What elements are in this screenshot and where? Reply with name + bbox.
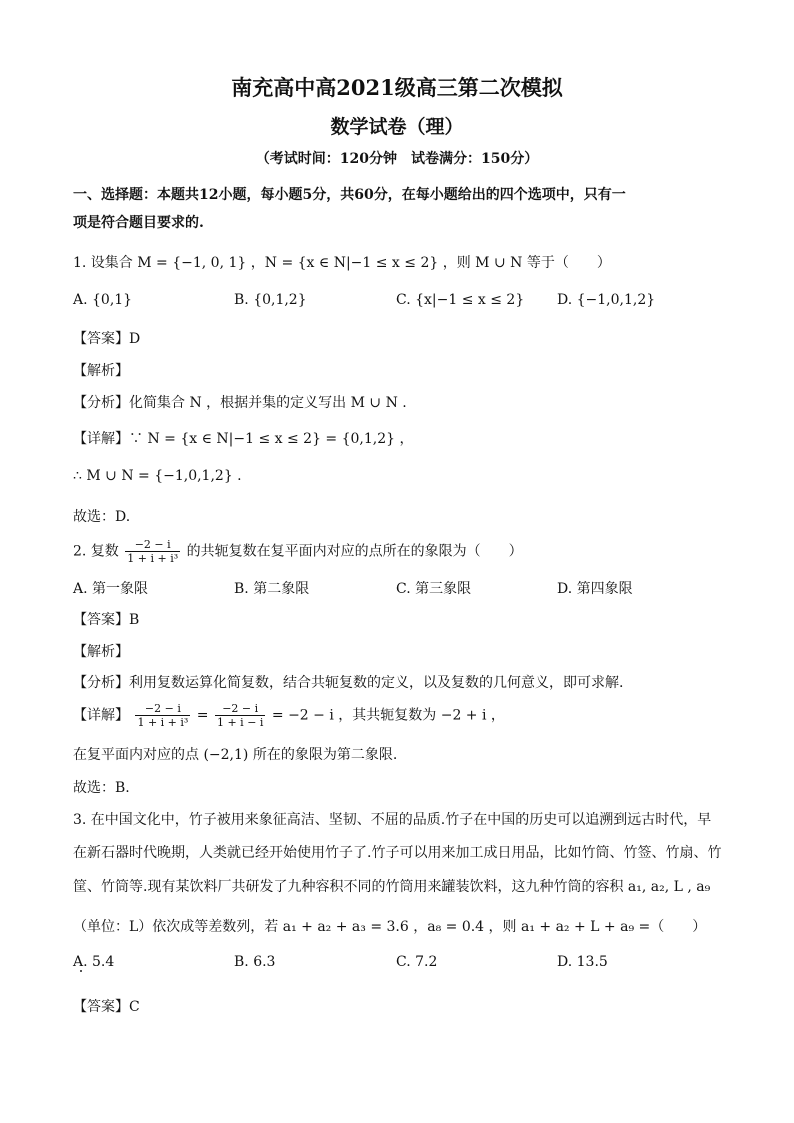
- q3-option-d: D. 13.5: [557, 954, 608, 970]
- q2-detail-fraction2-numerator: −2 − i: [215, 702, 265, 716]
- q1-choice: 故选：D.: [73, 509, 131, 525]
- q1-stem: 1. 设集合 M = {−1, 0, 1} ，N = {x ∈ N|−1 ≤ x ≤ 2} ，则 M ∪ N 等于（ ）: [73, 255, 611, 271]
- q2-stem-suffix: 的共轭复数在复平面内对应的点所在的象限为（ ）: [186, 543, 523, 560]
- q2-detail-equals: =: [196, 707, 209, 724]
- q3-option-b: B. 6.3: [234, 954, 276, 970]
- q1-detail2: ∴ M ∪ N = {−1,0,1,2} .: [73, 468, 242, 484]
- q2-stem-prefix: 2. 复数: [73, 543, 119, 560]
- q1-fenxi: 【分析】化简集合 N ，根据并集的定义写出 M ∪ N .: [73, 395, 407, 411]
- q1-option-a: A. {0,1}: [73, 292, 133, 308]
- q2-choice: 故选：B.: [73, 780, 130, 796]
- q2-option-b: B. 第二象限: [234, 581, 310, 597]
- exam-subtitle: 数学试卷（理）: [330, 116, 464, 138]
- q2-detail-fraction2: [215, 702, 265, 729]
- q2-fraction: [125, 538, 180, 565]
- q2-detail2: 在复平面内对应的点 (−2,1) 所在的象限为第二象限.: [73, 747, 398, 763]
- q2-fraction-numerator: −2 − i: [125, 538, 180, 552]
- q2-analysis-label: 【解析】: [73, 644, 129, 660]
- exam-info: （考试时间：120分钟 试卷满分：150分）: [255, 151, 539, 167]
- q3-option-a: A. 5.4: [73, 954, 115, 970]
- q2-option-c: C. 第三象限: [396, 581, 472, 597]
- q3-line2: 在新石器时代晚期，人类就已经开始使用竹子了.竹子可以用来加工成日用品，比如竹筒、竹签、竹扇、竹: [73, 845, 722, 861]
- q1-option-b: B. {0,1,2}: [234, 292, 307, 308]
- q2-fenxi: 【分析】利用复数运算化简复数，结合共轭复数的定义，以及复数的几何意义，即可求解.: [73, 675, 624, 691]
- q2-detail-prefix: 【详解】: [73, 707, 129, 724]
- q2-detail-fraction1: [135, 702, 190, 729]
- q3-answer: 【答案】C: [73, 999, 140, 1015]
- q2-detail: [73, 702, 505, 729]
- q2-detail-suffix: = −2 − i ，其共轭复数为 −2 + i ，: [271, 707, 505, 724]
- q3-option-c: C. 7.2: [396, 954, 438, 970]
- q3-line1: 3. 在中国文化中，竹子被用来象征高洁、坚韧、不屈的品质.竹子在中国的历史可以追溯到远古时代，早: [73, 812, 712, 828]
- section-heading-line2: 项是符合题目要求的.: [73, 215, 204, 231]
- q2-detail-fraction1-numerator: −2 − i: [135, 702, 190, 716]
- q1-detail1: 【详解】∵ N = {x ∈ N|−1 ≤ x ≤ 2} = {0,1,2} ，: [73, 431, 414, 447]
- q2-fraction-denominator: 1 + i + i³: [127, 552, 179, 565]
- stray-dot: [80, 970, 82, 972]
- q2-detail-fraction1-denominator: 1 + i + i³: [137, 716, 189, 729]
- q2-stem: [73, 538, 523, 565]
- q1-answer: 【答案】D: [73, 331, 141, 347]
- q2-detail-fraction2-denominator: 1 + i − i: [216, 716, 264, 729]
- q1-option-c: C. {x|−1 ≤ x ≤ 2}: [396, 292, 525, 308]
- q3-line4: （单位：L）依次成等差数列，若 a₁ + a₂ + a₃ = 3.6 ，a₈ = 0.4 ，则 a₁ + a₂ + L + a₉ =（ ）: [73, 919, 707, 935]
- q2-answer: 【答案】B: [73, 612, 140, 628]
- q1-option-d: D. {−1,0,1,2}: [557, 292, 656, 308]
- exam-title: 南充高中高2021级高三第二次模拟: [231, 75, 563, 100]
- section-heading-line1: 一、选择题：本题共12小题，每小题5分，共60分，在每小题给出的四个选项中，只有一: [73, 187, 626, 203]
- q3-line3: 筐、竹筒等.现有某饮料厂共研发了九种容积不同的竹筒用来罐装饮料，这九种竹筒的容积 a₁, a₂, L , a₉: [73, 879, 711, 895]
- q2-option-a: A. 第一象限: [73, 581, 149, 597]
- q1-analysis-label: 【解析】: [73, 363, 129, 379]
- q2-option-d: D. 第四象限: [557, 581, 633, 597]
